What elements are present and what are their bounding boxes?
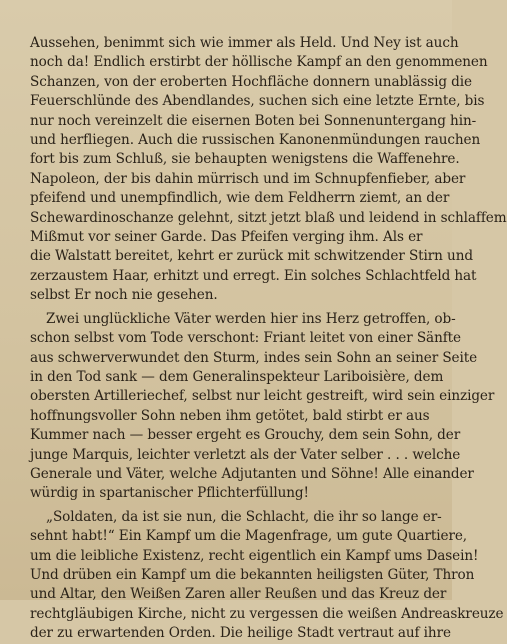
text-line: rechtgläubigen Kirche, nicht zu vergessen die weißen Andreaskreuze: [30, 605, 504, 622]
text-line: sehnt habt!“ Ein Kampf um die Magenfrage, um gute Quartiere,: [30, 528, 468, 545]
body-text: [30, 34, 507, 644]
text-line: nur noch vereinzelt die eisernen Boten bei Sonnenuntergang hin-: [30, 112, 477, 129]
text-line: in den Tod sank — dem Generalinspekteur Lariboisière, dem: [30, 368, 444, 385]
text-line: fort bis zum Schluß, sie behaupten wenigstens die Waffenehre.: [30, 151, 460, 168]
text-line: um die leibliche Existenz, recht eigentlich ein Kampf ums Dasein!: [30, 547, 479, 564]
text-line: hoffnungsvoller Sohn neben ihm getötet, bald stirbt er aus: [30, 407, 430, 424]
text-line: „Soldaten, da ist sie nun, die Schlacht, die ihr so lange er-: [46, 508, 442, 525]
text-line: selbst Er noch nie gesehen.: [30, 287, 218, 304]
text-line: Und drüben ein Kampf um die bekannten heiligsten Güter, Thron: [30, 566, 475, 583]
text-line: Mißmut vor seiner Garde. Das Pfeifen verging ihm. Als er: [30, 229, 423, 246]
text-line: schon selbst vom Tode verschont: Friant leitet von einer Sänfte: [30, 330, 461, 347]
text-line: würdig in spartanischer Pflichterfüllung!: [30, 485, 309, 502]
text-line: die Walstatt bereitet, kehrt er zurück mit schwitzender Stirn und: [30, 248, 473, 265]
text-line: junge Marquis, leichter verletzt als der Vater selber . . . welche: [30, 446, 461, 463]
text-line: aus schwerverwundet den Sturm, indes sein Sohn an seiner Seite: [30, 349, 478, 366]
text-line: Zwei unglückliche Väter werden hier ins Herz getroffen, ob-: [46, 310, 456, 327]
text-line: noch da! Endlich erstirbt der höllische Kampf an den genommenen: [30, 54, 488, 71]
text-line: Aussehen, benimmt sich wie immer als Held. Und Ney ist auch: [30, 35, 459, 51]
text-line: zerzaustem Haar, erhitzt und erregt. Ein solches Schlachtfeld hat: [30, 267, 477, 284]
text-line: Napoleon, der bis dahin mürrisch und im Schnupfenfieber, aber: [30, 170, 466, 187]
text-line: Schanzen, von der eroberten Hochfläche donnern unablässig die: [30, 73, 472, 90]
paragraph-2: [30, 310, 495, 504]
text-line: Schewardinoschanze gelehnt, sitzt jetzt blaß und leidend in schlaffem: [30, 209, 507, 226]
text-line: Kummer nach — besser ergeht es Grouchy, dem sein Sohn, der: [30, 427, 461, 444]
text-line: obersten Artilleriechef, selbst nur leicht gestreift, wird sein einziger: [30, 388, 495, 405]
text-line: und herfliegen. Auch die russischen Kanonenmündungen rauchen: [30, 132, 481, 149]
text-line: und Altar, den Weißen Zaren aller Reußen und das Kreuz der: [30, 586, 447, 603]
paragraph-1: [30, 34, 507, 306]
paragraph-3: [30, 508, 504, 644]
text-line: Generale und Väter, welche Adjutanten und Söhne! Alle einander: [30, 465, 474, 482]
text-line: Feuerschlünde des Abendlandes, suchen sich eine letzte Ernte, bis: [30, 93, 485, 110]
text-line: der zu erwartenden Orden. Die heilige Stadt vertraut auf ihre: [30, 625, 451, 642]
text-line: pfeifend und unempfindlich, wie dem Feldherrn ziemt, an der: [30, 190, 450, 207]
